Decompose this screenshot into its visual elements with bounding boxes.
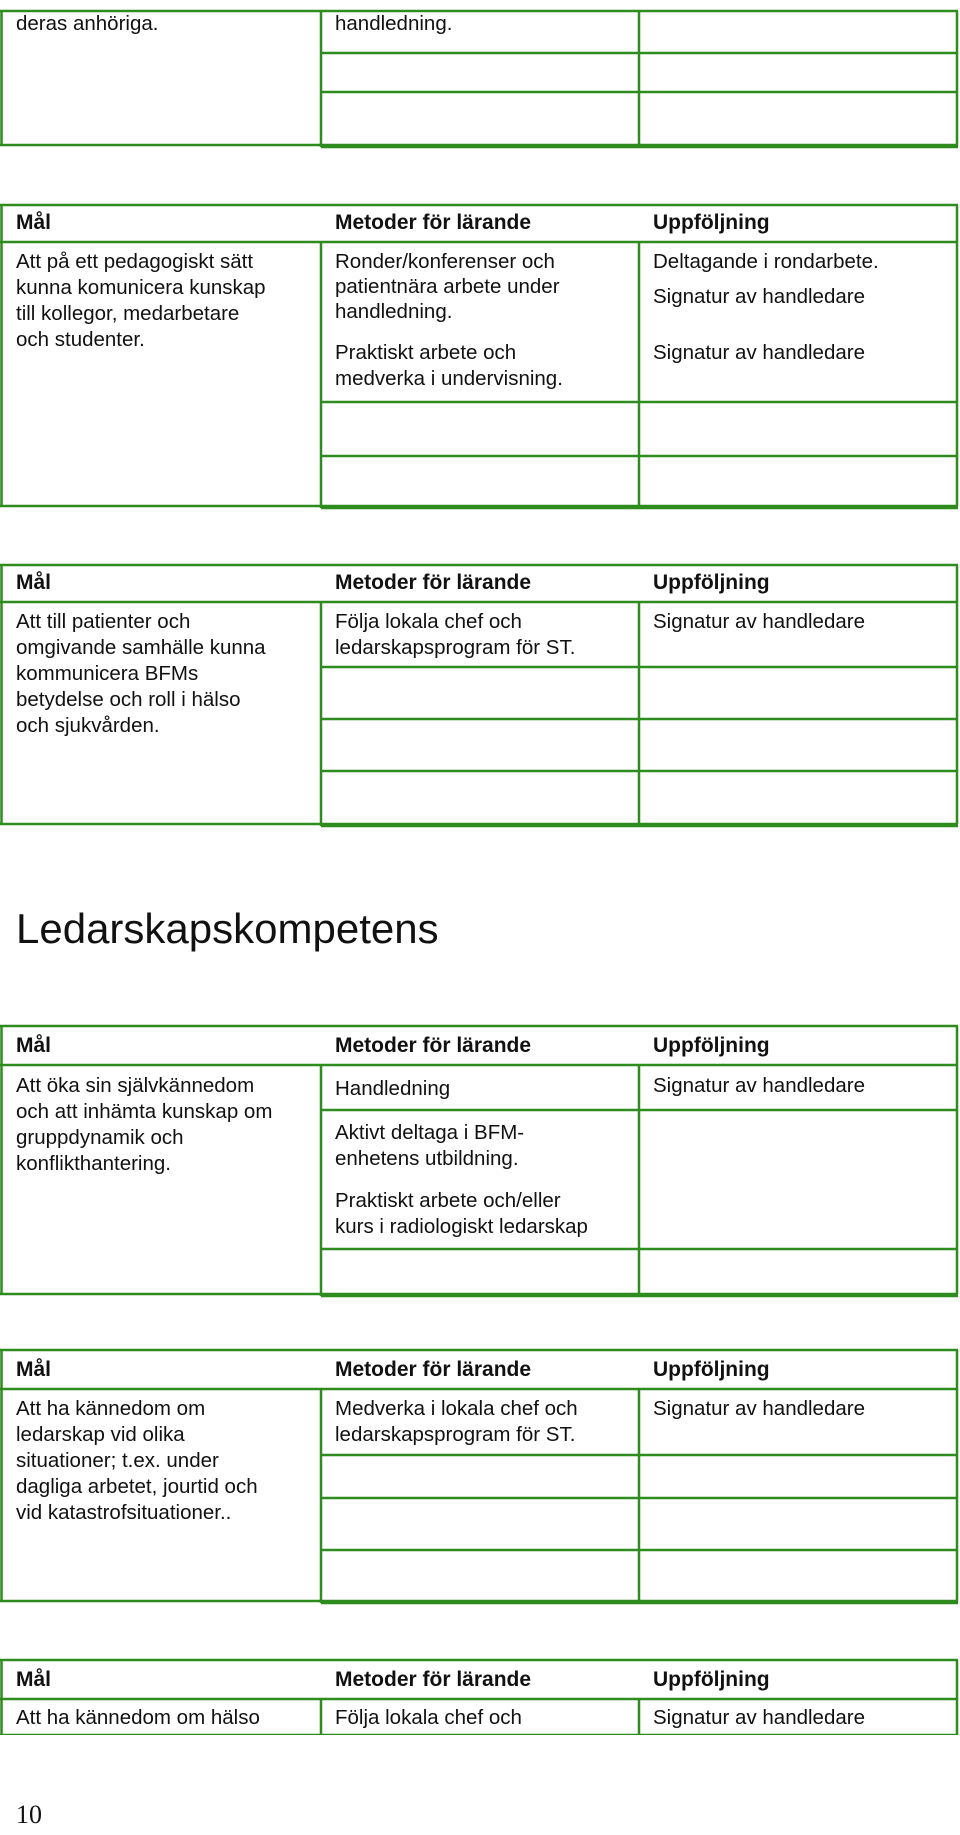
followup-cell: Signatur av handledare — [653, 610, 865, 633]
table-goal-4 — [0, 1345, 960, 1605]
method-cell: Följa lokala chef och — [335, 1706, 522, 1729]
header-goal: Mål — [16, 1358, 52, 1381]
goal-cell: Att ha kännedom om ledarskap vid olika situationer; t.ex. under dagliga arbetet, jourtid och vid katastrofsituationer.. — [16, 1397, 258, 1524]
header-followup: Uppföljning — [653, 1034, 770, 1057]
page-number: 10 — [16, 1800, 42, 1829]
method-cell: Handledning — [335, 1077, 451, 1100]
goal-cell: Att till patienter och omgivande samhälle kunna kommunicera BFMs betydelse och roll i hälso och sjukvården. — [16, 610, 266, 737]
header-followup: Uppföljning — [653, 1358, 770, 1381]
header-methods: Metoder för lärande — [335, 1668, 532, 1691]
method-cell: Ronder/konferenser och patientnära arbete under handledning. — [335, 250, 560, 323]
table-goal-0 — [0, 0, 960, 150]
followup-cell: Signatur av handledare — [653, 285, 865, 308]
header-followup: Uppföljning — [653, 1668, 770, 1691]
goal-cell: Att öka sin självkännedom och att inhämta kunskap om gruppdynamik och konflikthantering. — [16, 1074, 273, 1175]
method-cell: Praktiskt arbete och/eller kurs i radiologiskt ledarskap — [335, 1189, 588, 1238]
table-goal-2 — [0, 560, 960, 830]
header-methods: Metoder för lärande — [335, 1034, 532, 1057]
section-heading: Ledarskapskompetens — [16, 905, 439, 952]
method-cell: Praktiskt arbete och medverka i undervisning. — [335, 341, 563, 390]
header-followup: Uppföljning — [653, 571, 770, 594]
followup-cell: Deltagande i rondarbete. — [653, 250, 879, 273]
header-goal: Mål — [16, 211, 52, 234]
followup-cell: Signatur av handledare — [653, 1397, 865, 1420]
method-cell: Medverka i lokala chef och ledarskapsprogram för ST. — [335, 1397, 578, 1446]
method-cell: Aktivt deltaga i BFM- enhetens utbildning. — [335, 1121, 525, 1170]
followup-cell: Signatur av handledare — [653, 341, 865, 364]
table-goal-5 — [0, 1655, 960, 1735]
header-goal: Mål — [16, 571, 52, 594]
method-cell: handledning. — [335, 12, 453, 35]
goal-cell: deras anhöriga. — [16, 12, 159, 35]
table-goal-3 — [0, 1020, 960, 1300]
header-followup: Uppföljning — [653, 211, 770, 234]
followup-cell: Signatur av handledare — [653, 1706, 865, 1729]
goal-cell: Att ha kännedom om hälso — [16, 1706, 260, 1729]
header-methods: Metoder för lärande — [335, 1358, 532, 1381]
table-goal-1 — [0, 200, 960, 510]
header-methods: Metoder för lärande — [335, 571, 532, 594]
header-methods: Metoder för lärande — [335, 211, 532, 234]
goal-cell: Att på ett pedagogiskt sätt kunna komunicera kunskap till kollegor, medarbetare och studenter. — [16, 250, 266, 351]
header-goal: Mål — [16, 1668, 52, 1691]
method-cell: Följa lokala chef och ledarskapsprogram för ST. — [335, 610, 576, 659]
followup-cell: Signatur av handledare — [653, 1074, 865, 1097]
header-goal: Mål — [16, 1034, 52, 1057]
